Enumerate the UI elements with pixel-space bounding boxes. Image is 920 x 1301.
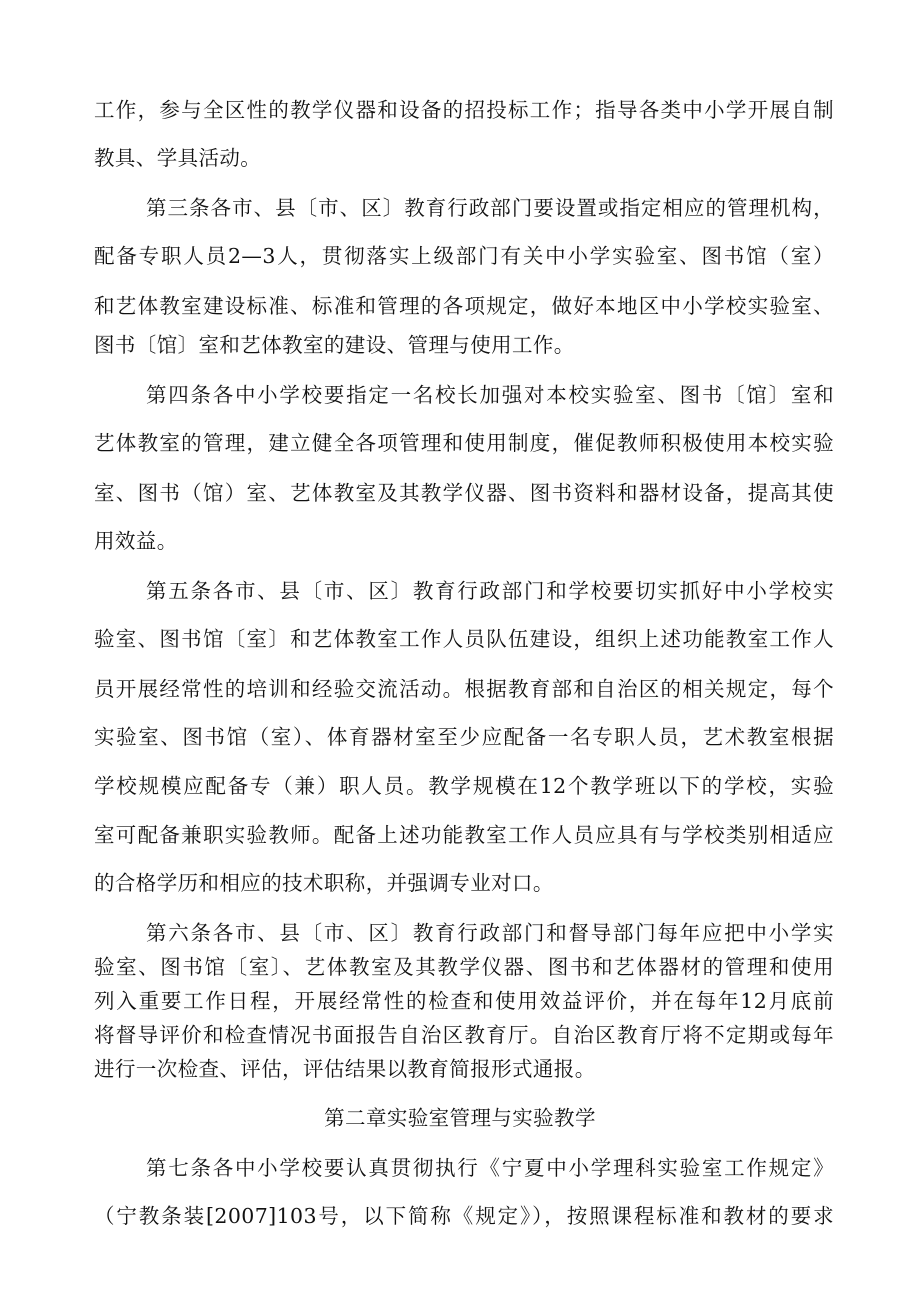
text-line: （宁教条装[2007]103号，以下简称《规定》），按照课程标准和教材的要求 <box>94 1204 834 1228</box>
text-line: 验室、图书馆〔室〕和艺体教室工作人员队伍建设，组织上述功能教室工作人 <box>94 627 834 651</box>
paragraph-article-5-start: 第五条各市、县〔市、区〕教育行政部门和学校要切实抓好中小学校实 <box>146 579 834 603</box>
text-line: 图书〔馆〕室和艺体教室的建设、管理与使用工作。 <box>94 333 575 357</box>
text-line: 实验室、图书馆（室）、体育器材室至少应配备一名专职人员，艺术教室根据 <box>94 725 834 749</box>
text-line: 列入重要工作日程，开展经常性的检查和使用效益评价，并在每年12月底前 <box>94 989 834 1013</box>
text-line: 进行一次检查、评估，评估结果以教育简报形式通报。 <box>94 1057 596 1081</box>
text-line: 室、图书（馆）室、艺体教室及其教学仪器、图书资料和器材设备，提高其使 <box>94 481 834 505</box>
paragraph-article-7-start: 第七条各中小学校要认真贯彻执行《宁夏中小学理科实验室工作规定》 <box>146 1156 834 1180</box>
paragraph-article-4-start: 第四条各中小学校要指定一名校长加强对本校实验室、图书〔馆〕室和 <box>146 383 834 407</box>
text-line: 工作，参与全区性的教学仪器和设备的招投标工作；指导各类中小学开展自制 <box>94 98 834 122</box>
text-line: 验室、图书馆〔室〕、艺体教室及其教学仪器、图书和艺体器材的管理和使用 <box>94 955 834 979</box>
text-line: 将督导评价和检查情况书面报告自治区教育厅。自治区教育厅将不定期或每年 <box>94 1023 834 1047</box>
paragraph-article-6-start: 第六条各市、县〔市、区〕教育行政部门和督导部门每年应把中小学实 <box>146 921 834 945</box>
text-line: 室可配备兼职实验教师。配备上述功能教室工作人员应具有与学校类别相适应 <box>94 823 834 847</box>
chapter-heading: 第二章实验室管理与实验教学 <box>324 1106 596 1130</box>
text-line: 教具、学具活动。 <box>94 146 262 170</box>
text-line: 和艺体教室建设标准、标准和管理的各项规定，做好本地区中小学校实验室、 <box>94 294 834 318</box>
text-line: 用效益。 <box>94 529 178 553</box>
text-line: 员开展经常性的培训和经验交流活动。根据教育部和自治区的相关规定，每个 <box>94 677 834 701</box>
text-line: 的合格学历和相应的技术职称，并强调专业对口。 <box>94 871 554 895</box>
text-line: 艺体教室的管理，建立健全各项管理和使用制度，催促教师积极使用本校实验 <box>94 431 834 455</box>
paragraph-article-3-start: 第三条各市、县〔市、区〕教育行政部门要设置或指定相应的管理机构， <box>146 196 834 220</box>
text-line: 配备专职人员2—3人，贯彻落实上级部门有关中小学实验室、图书馆（室） <box>94 244 834 268</box>
text-line: 学校规模应配备专（兼）职人员。教学规模在12个教学班以下的学校，实验 <box>94 774 834 798</box>
